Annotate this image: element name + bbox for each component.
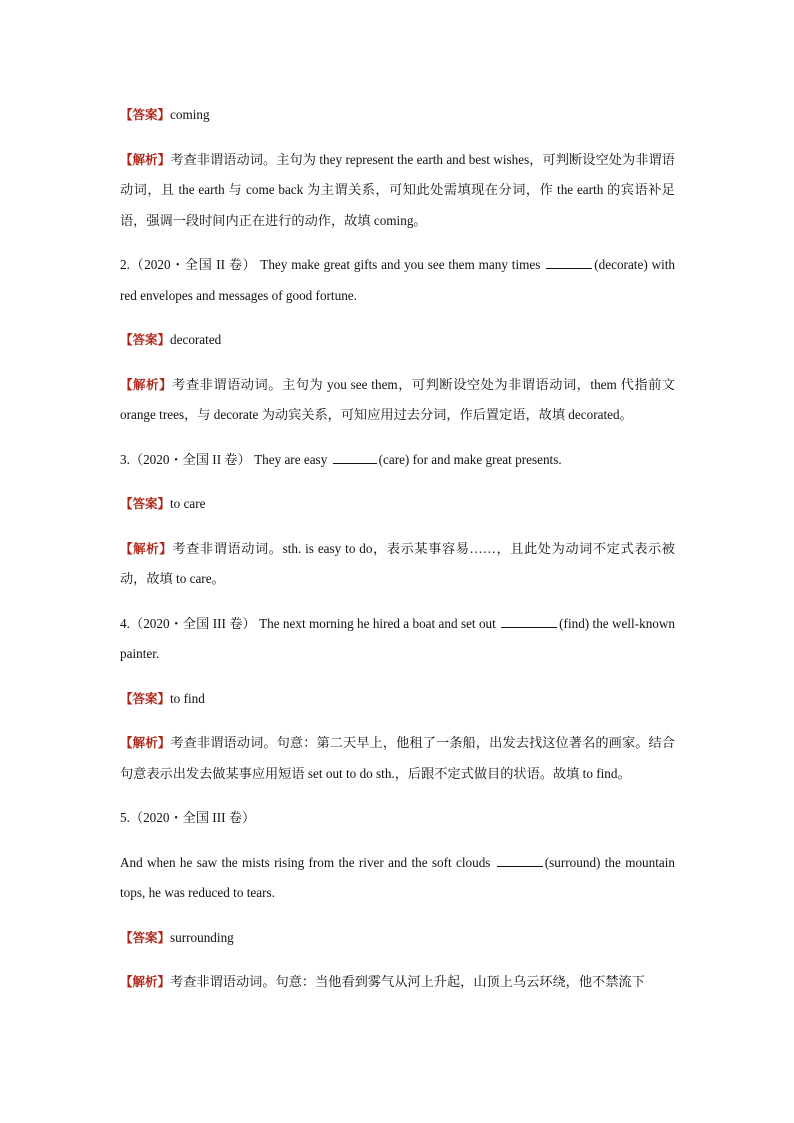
question-4-prefix: 4.（2020・全国 III 卷） The next morning he hired a boat and set out	[120, 615, 496, 631]
answer-label: 【答案】	[120, 690, 171, 706]
analysis-block-4	[120, 728, 675, 789]
analysis-label: 【解析】	[120, 376, 173, 392]
question-3-suffix: (care) for and make great presents.	[378, 451, 562, 467]
document-content	[120, 100, 675, 1012]
answer-label: 【答案】	[120, 929, 171, 945]
answer-block-4	[120, 684, 675, 715]
question-3-prefix: 3.（2020・全国 II 卷） They are easy	[120, 451, 328, 467]
answer-block-5	[120, 923, 675, 954]
question-5-heading	[120, 803, 675, 834]
question-5	[120, 848, 675, 909]
question-2	[120, 250, 675, 311]
answer-text-4: to find	[170, 690, 205, 706]
fill-blank	[497, 852, 543, 867]
question-4	[120, 609, 675, 670]
answer-block-1	[120, 100, 675, 131]
question-5-heading-text: 5.（2020・全国 III 卷）	[120, 810, 256, 825]
answer-label: 【答案】	[120, 496, 171, 511]
analysis-text-5: 考查非谓语动词。句意：当他看到雾气从河上升起，山顶上乌云环绕，他不禁流下	[170, 974, 645, 989]
analysis-block-1	[120, 145, 675, 237]
answer-text-2: decorated	[170, 332, 222, 347]
analysis-label: 【解析】	[120, 540, 173, 556]
question-2-prefix: 2.（2020・全国 II 卷） They make great gifts and you see them many times	[120, 257, 541, 272]
question-3	[120, 445, 675, 476]
analysis-block-5	[120, 967, 675, 998]
analysis-text-4: 考查非谓语动词。句意：第二天早上，他租了一条船，出发去找这位著名的画家。结合句意表示出发去做某事应用短语 set out to do sth.，后跟不定式做目的状语。故填 to find。	[120, 735, 675, 781]
analysis-block-3	[120, 534, 675, 595]
analysis-text-1: 考查非谓语动词。主句为 they represent the earth and best wishes，可判断设空处为非谓语动词，且 the earth 与 come back 为主谓关系，可知此处需填现在分词，作 the earth 的宾语补足语，强调一段时间内正在进行的动作，故填 coming。	[120, 151, 675, 228]
question-5-suffix: (surround) the mountain tops, he was reduced to tears.	[120, 854, 676, 900]
answer-text-3: to care	[170, 496, 206, 511]
answer-block-3	[120, 489, 675, 520]
fill-blank	[501, 613, 557, 628]
fill-blank	[546, 254, 592, 269]
question-2-suffix: (decorate) with red envelopes and messages of good fortune.	[120, 257, 676, 303]
analysis-label: 【解析】	[120, 974, 171, 989]
fill-blank	[333, 449, 377, 464]
answer-text-5: surrounding	[170, 929, 234, 945]
analysis-label: 【解析】	[120, 151, 171, 167]
answer-text-1: coming	[170, 107, 210, 122]
answer-label: 【答案】	[120, 107, 171, 122]
answer-label: 【答案】	[120, 332, 171, 347]
question-5-prefix: And when he saw the mists rising from the river and the soft clouds	[120, 854, 491, 870]
question-4-suffix: (find) the well-known painter.	[120, 615, 675, 661]
analysis-text-3: 考查非谓语动词。sth. is easy to do，表示某事容易……，且此处为动词不定式表示被动，故填 to care。	[120, 540, 675, 586]
answer-block-2	[120, 325, 675, 356]
analysis-block-2	[120, 370, 675, 431]
analysis-text-2: 考查非谓语动词。主句为 you see them，可判断设空处为非谓语动词，them 代指前文 orange trees，与 decorate 为动宾关系，可知应用过去分词，作后置定语，故填 decorated。	[120, 376, 675, 422]
analysis-label: 【解析】	[120, 735, 171, 750]
